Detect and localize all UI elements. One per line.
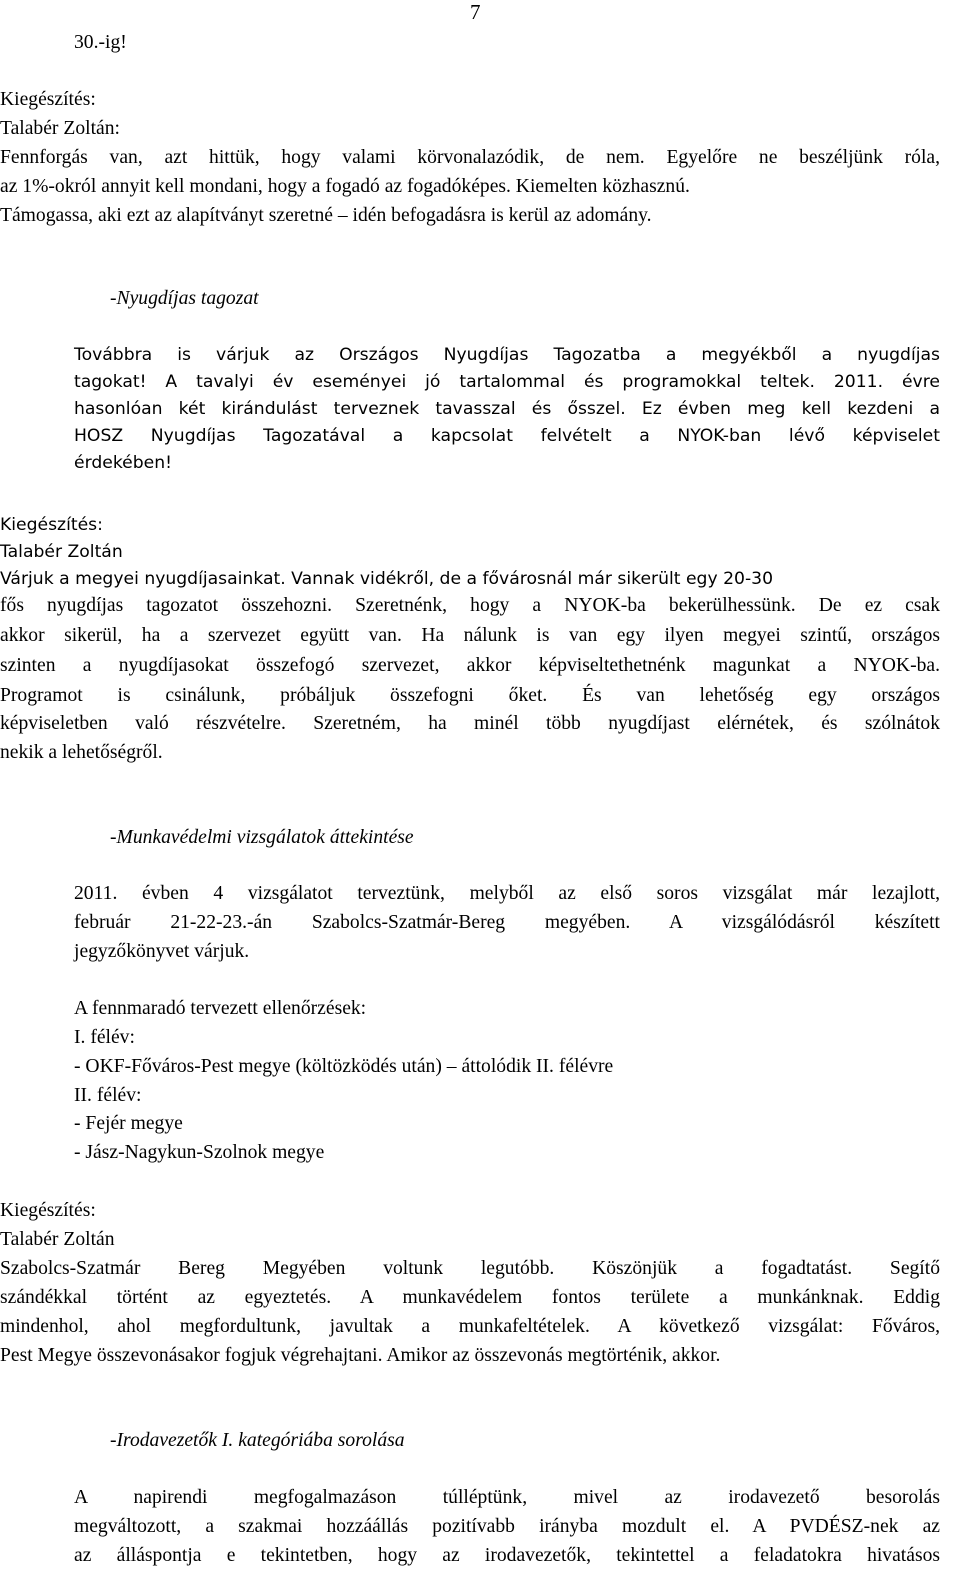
- paragraph-line: tagokat! A tavalyi év eseményei jó tartalommal és programokkal teltek. 2011. évre: [74, 372, 940, 392]
- paragraph-line: képviseletben való részvételre. Szeretném, ha minél több nyugdíjast elérnétek, és szólnátok: [0, 713, 940, 734]
- paragraph-line: akkor sikerül, ha a szervezet együtt van. Ha nálunk is van egy ilyen megyei szintű, országos: [0, 625, 940, 646]
- paragraph-line: megváltozott, a szakmai hozzáállás pozitívabb irányba mozdult el. A PVDÉSZ-nek az: [74, 1516, 940, 1537]
- paragraph-line: fős nyugdíjas tagozatot összehozni. Szeretnénk, hogy a NYOK-ba bekerülhessünk. De ez csak: [0, 595, 940, 616]
- paragraph-line: HOSZ Nyugdíjas Tagozatával a kapcsolat felvételt a NYOK-ban lévő képviselet: [74, 426, 940, 446]
- paragraph-line: Továbbra is várjuk az Országos Nyugdíjas Tagozatba a megyékből a nyugdíjas: [74, 345, 940, 365]
- paragraph-line: nekik a lehetőségről.: [0, 742, 163, 763]
- paragraph-line: Fennforgás van, azt hittük, hogy valami körvonalazódik, de nem. Egyelőre ne beszéljünk róla,: [0, 147, 940, 168]
- paragraph-line: 2011. évben 4 vizsgálatot terveztünk, melyből az első soros vizsgálat már lezajlott,: [74, 883, 940, 904]
- speaker-name: Talabér Zoltán: [0, 542, 123, 562]
- section-heading-office-managers: -Irodavezetők I. kategóriába sorolása: [110, 1430, 405, 1451]
- section-heading-safety: -Munkavédelmi vizsgálatok áttekintése: [110, 827, 414, 848]
- paragraph-line: A fennmaradó tervezett ellenőrzések:: [74, 998, 367, 1019]
- paragraph-line: A napirendi megfogalmazáson túlléptünk, mivel az irodavezető besorolás: [74, 1487, 940, 1508]
- supplement-label: Kiegészítés:: [0, 1200, 96, 1221]
- speaker-name: Talabér Zoltán:: [0, 118, 120, 139]
- paragraph-line: Támogassa, aki ezt az alapítványt szeretné – idén befogadásra is kerül az adomány.: [0, 205, 652, 226]
- supplement-label: Kiegészítés:: [0, 515, 103, 535]
- paragraph-line: Várjuk a megyei nyugdíjasainkat. Vannak vidékről, de a fővárosnál már sikerült egy 20-30: [0, 569, 774, 589]
- paragraph-line: hasonlóan két kirándulást terveznek tavasszal és ősszel. Ez évben meg kell kezdeni a: [74, 399, 940, 419]
- section-heading-pension: -Nyugdíjas tagozat: [110, 288, 259, 309]
- paragraph-line: szinten a nyugdíjasokat összefogó szervezet, akkor képviseltethetnénk magunkat a NYOK-ba.: [0, 655, 940, 676]
- paragraph-line: Programot is csinálunk, próbáljuk összefogni őket. És van lehetőség egy országos: [0, 685, 940, 706]
- page-number: 7: [470, 0, 481, 24]
- list-item: - OKF-Főváros-Pest megye (költözködés után) – áttolódik II. félévre: [74, 1056, 614, 1077]
- paragraph-line: az 1%-okról annyit kell mondani, hogy a fogadó az fogadóképes. Kiemelten közhasznú.: [0, 176, 690, 197]
- list-item: I. félév:: [74, 1027, 135, 1048]
- list-item: - Jász-Nagykun-Szolnok megye: [74, 1142, 325, 1163]
- paragraph-line: mindenhol, ahol megfordultunk, javultak a munkafeltételek. A következő vizsgálat: Főváros,: [0, 1316, 940, 1337]
- list-item: - Fejér megye: [74, 1113, 183, 1134]
- paragraph-line: szándékkal történt az egyeztetés. A munkavédelem fontos területe a munkánknak. Eddig: [0, 1287, 940, 1308]
- speaker-name: Talabér Zoltán: [0, 1229, 115, 1250]
- paragraph-line: február 21-22-23.-án Szabolcs-Szatmár-Bereg megyében. A vizsgálódásról készített: [74, 912, 940, 933]
- paragraph-line: Pest Megye összevonásakor fogjuk végrehajtani. Amikor az összevonás megtörténik, akkor.: [0, 1345, 721, 1366]
- deadline-text: 30.-ig!: [74, 32, 127, 53]
- paragraph-line: érdekében!: [74, 453, 173, 473]
- paragraph-line: az álláspontja e tekintetben, hogy az irodavezetők, tekintettel a feladatokra hivatásos: [74, 1545, 940, 1566]
- paragraph-line: jegyzőkönyvet várjuk.: [74, 941, 250, 962]
- paragraph-line: Szabolcs-Szatmár Bereg Megyében voltunk legutóbb. Köszönjük a fogadtatást. Segítő: [0, 1258, 940, 1279]
- list-item: II. félév:: [74, 1085, 142, 1106]
- supplement-label: Kiegészítés:: [0, 89, 96, 110]
